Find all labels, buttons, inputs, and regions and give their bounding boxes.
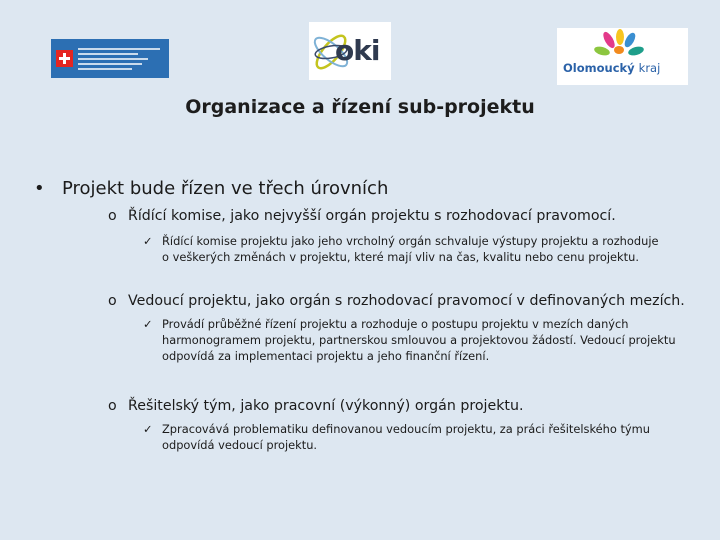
level-heading: Řešitelský tým, jako pracovní (výkonný) orgán projektu. [128,398,524,414]
swiss-flag-icon [56,50,73,67]
olomoucky-kraj-logo [557,28,688,85]
main-bullet-point [34,178,389,199]
detail-line: harmonogramem projektu, partnerskou smlouvou a projektovou žádostí. Vedoucí projektu [162,333,676,347]
level-item-project-manager [108,293,685,309]
level-heading: Vedoucí projektu, jako orgán s rozhodovací pravomocí v definovaných mezích. [128,293,685,309]
swiss-logo-text-lines [78,48,160,70]
level-detail-project-manager [143,316,676,364]
detail-line: Provádí průběžné řízení projektu a rozhoduje o postupu projektu v mezích daných [162,317,629,331]
checkmark-icon: ✓ [143,234,153,248]
level-detail-steering-committee [143,233,659,265]
level-detail-solver-team [143,421,650,453]
checkmark-icon: ✓ [143,422,153,436]
olomouc-kraj: kraj [638,61,661,75]
level-heading: Řídící komise, jako nejvyšší orgán projektu s rozhodovací pravomocí. [128,208,616,224]
detail-line: odpovídá vedoucí projektu. [162,438,318,452]
detail-line: Řídící komise projektu jako jeho vrcholný orgán schvaluje výstupy projektu a rozhoduje [162,234,659,248]
oki-logo-text: oki [335,34,380,67]
bullet-icon: • [34,178,45,199]
swiss-confederation-logo [51,39,169,78]
main-point-text: Projekt bude řízen ve třech úrovních [62,178,389,199]
page-title: Organizace a řízení sub-projektu [185,96,535,118]
level-item-solver-team [108,398,524,414]
circle-bullet-icon: o [108,293,117,309]
olomouc-flower-icon [557,28,688,62]
circle-bullet-icon: o [108,398,117,414]
checkmark-icon: ✓ [143,317,153,331]
oki-logo [309,22,391,80]
detail-line: Zpracovává problematiku definovanou vedoucím projektu, za práci řešitelského týmu [162,422,650,436]
detail-line: odpovídá za implementaci projektu a jeho finanční řízení. [162,349,490,363]
olomouc-name: Olomoucký [563,61,635,75]
olomoucky-kraj-logo-text [563,61,660,75]
circle-bullet-icon: o [108,208,117,224]
level-item-steering-committee [108,208,616,224]
detail-line: o veškerých změnách v projektu, které mají vliv na čas, kvalitu nebo cenu projektu. [162,250,639,264]
